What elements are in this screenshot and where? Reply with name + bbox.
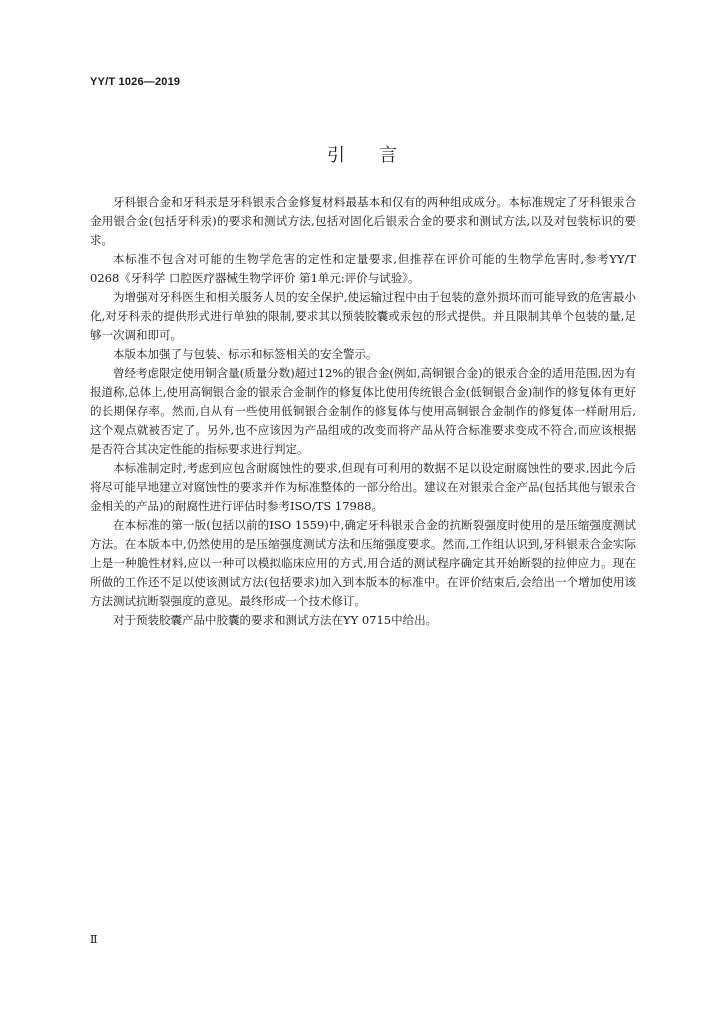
page-title: 引言 — [327, 145, 431, 166]
paragraph: 本版本加强了与包装、标示和标签相关的安全警示。 — [113, 347, 378, 361]
paragraph: 为增强对牙科医生和相关服务人员的安全保护,使运输过程中由于包装的意外损坏而可能导致的危害最小化,对牙科汞的提供形式进行单独的限制,要求其以预装胶囊或汞包的形式提供。并且限制其单个包装的量,足够一次调和即可。 — [90, 290, 636, 342]
paragraph: 对于预装胶囊产品中胶囊的要求和测试方法在YY 0715中给出。 — [113, 613, 438, 627]
body-text — [90, 193, 636, 630]
paragraph: 曾经考虑限定使用铜含量(质量分数)超过12%的银合金(例如,高铜银合金)的银汞合金的适用范围,因为有报道称,总体上,使用高铜银合金的银汞合金制作的修复体比使用传统银合金(低铜银合金)制作的修复体有更好的长期保存率。然而,自从有一些使用低铜银合金制作的修复体与使用高铜银合金制作的修复体一样耐用后,这个观点就被否定了。另外,也不应该因为产品组成的改变而将产品从符合标准要求变成不符合,而应该根据是否符合其决定性能的指标要求进行判定。 — [90, 366, 636, 456]
standard-code: YY/T 1026—2019 — [90, 76, 181, 88]
paragraph: 牙科银合金和牙科汞是牙科银汞合金修复材料最基本和仅有的两种组成成分。本标准规定了牙科银汞合金用银合金(包括牙科汞)的要求和测试方法,包括对固化后银汞合金的要求和测试方法,以及对包装标识的要求。 — [90, 195, 636, 247]
paragraph: 本标准不包含对可能的生物学危害的定性和定量要求,但推荐在评价可能的生物学危害时,参考YY/T 0268《牙科学 口腔医疗器械生物学评价 第1单元:评价与试验》。 — [90, 252, 636, 285]
paragraph: 本标准制定时,考虑到应包含耐腐蚀性的要求,但现有可利用的数据不足以设定耐腐蚀性的要求,因此今后将尽可能早地建立对腐蚀性的要求并作为标准整体的一部分给出。建议在对银汞合金产品(包括其他与银汞合金相关的产品)的耐腐性进行评估时参考ISO/TS 17988。 — [90, 461, 636, 513]
paragraph: 在本标准的第一版(包括以前的ISO 1559)中,确定牙科银汞合金的抗断裂强度时使用的是压缩强度测试方法。在本版本中,仍然使用的是压缩强度测试方法和压缩强度要求。然而,工作组认识到,牙科银汞合金实际上是一种脆性材料,应以一种可以模拟临床应用的方式,用合适的测试程序确定其开始断裂的拉伸应力。现在所做的工作还不足以使该测试方法(包括要求)加入到本版本的标准中。在评价结束后,会给出一个增加使用该方法测试抗断裂强度的意见。最终形成一个技术修订。 — [90, 518, 636, 608]
page-number: Ⅱ — [90, 933, 98, 946]
